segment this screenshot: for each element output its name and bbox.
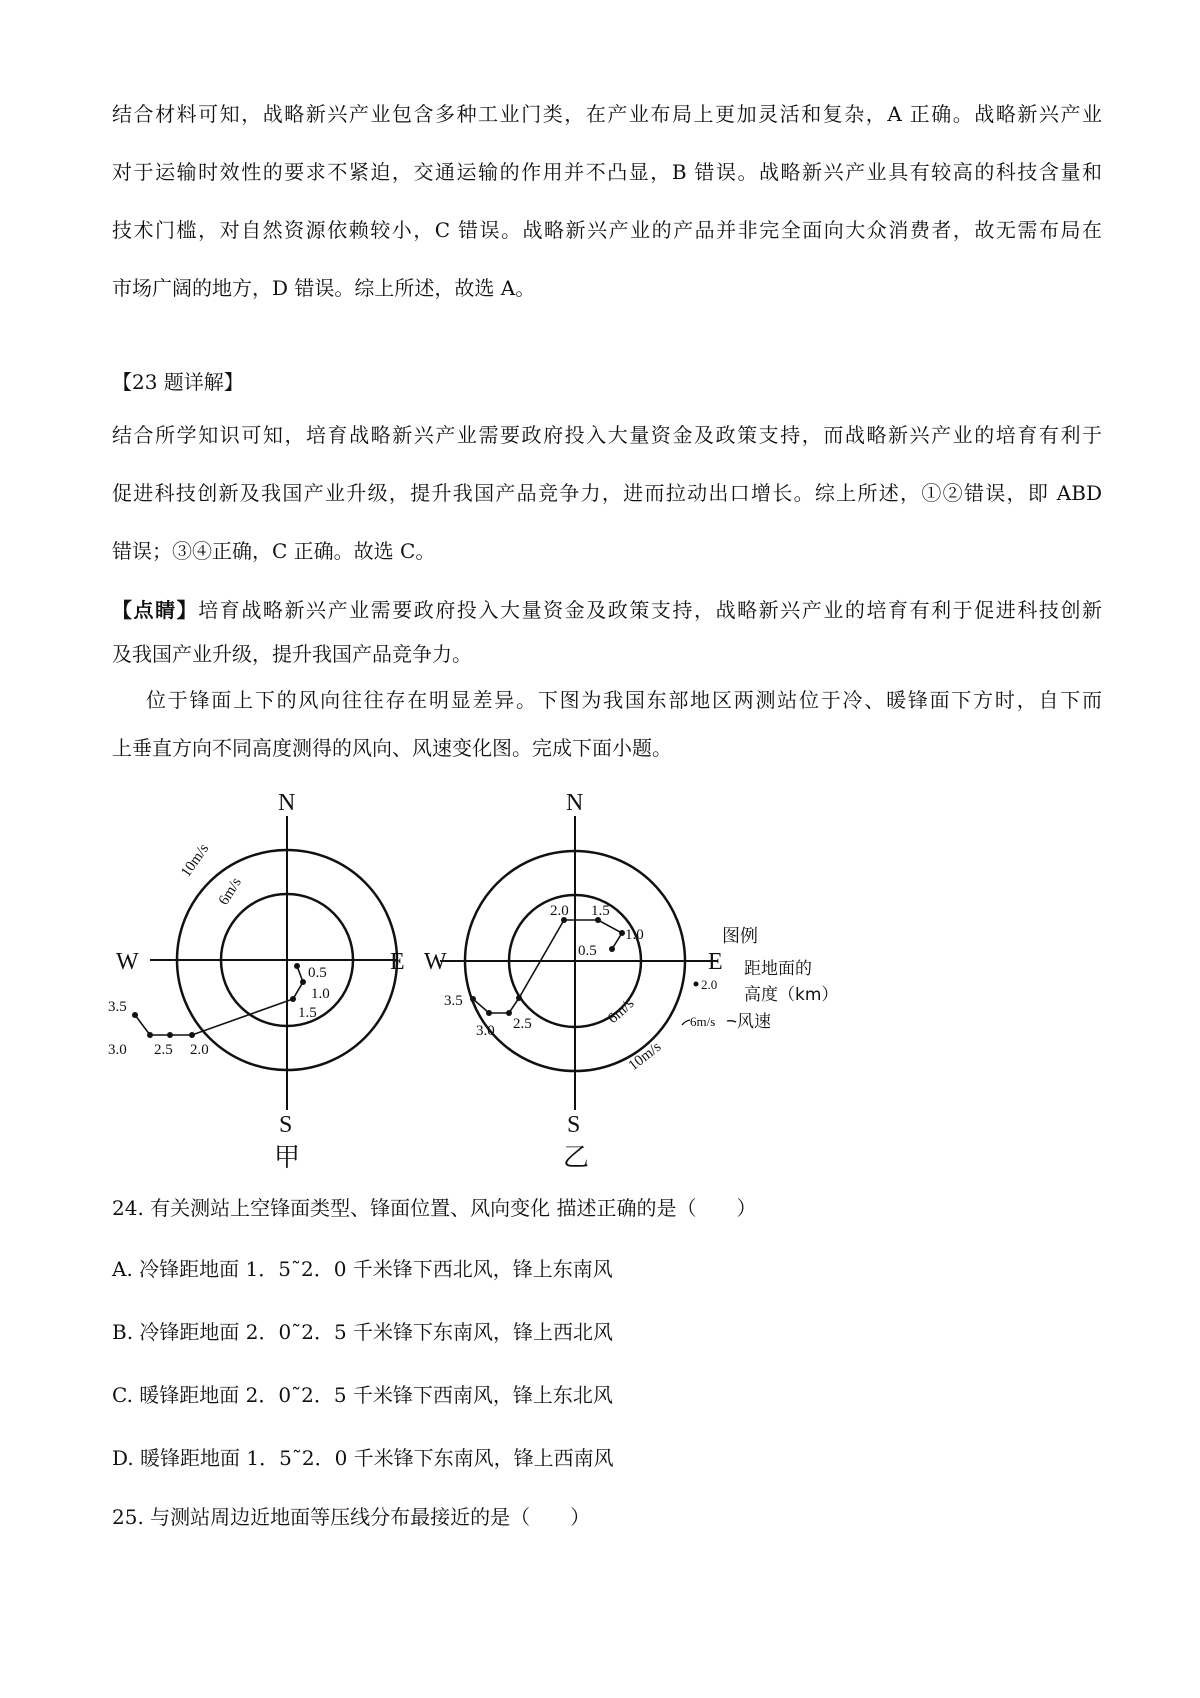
yi-point-2.5 bbox=[516, 995, 522, 1001]
jia-point-3.5 bbox=[132, 1012, 138, 1018]
yi-label-2.5: 2.5 bbox=[513, 1016, 532, 1032]
jia-label-3.0: 3.0 bbox=[108, 1042, 127, 1058]
q24-option-b: B. 冷锋距地面 2．0˜2．5 千米锋下东南风，锋上西北风 bbox=[112, 1320, 614, 1344]
jia-point-2.0 bbox=[189, 1032, 195, 1038]
legend-title: 图例 bbox=[722, 926, 758, 947]
text-line: 及我国产业升级，提升我国产品竞争力。 bbox=[112, 642, 472, 666]
legend-point-sample bbox=[694, 982, 699, 987]
legend-point-desc-1: 距地面的 bbox=[744, 959, 812, 979]
jia-point-1.0 bbox=[300, 979, 306, 985]
legend-ring-sample-arc-end bbox=[727, 1021, 736, 1022]
q24-option-c: C. 暖锋距地面 2．0˜2．5 千米锋下西南风，锋上东北风 bbox=[112, 1383, 613, 1407]
jia-diagram bbox=[135, 816, 398, 1110]
yi-point-3.0 bbox=[506, 1010, 512, 1016]
legend-ring-sample-label: 6m/s bbox=[690, 1014, 716, 1029]
yi-outer-ring-label: 10m/s bbox=[625, 1038, 665, 1075]
legend-ring-desc: 风速 bbox=[737, 1012, 771, 1032]
jia-inner-ring-label: 6m/s bbox=[215, 874, 245, 909]
yi-point-3.5 bbox=[486, 1010, 492, 1016]
q25-stem: 25. 与测站周边近地面等压线分布最接近的是（ ） bbox=[112, 1505, 591, 1529]
yi-label-2.0: 2.0 bbox=[550, 903, 569, 919]
yi-inner-ring-label: 6m/s bbox=[604, 995, 638, 1027]
section-heading: 【23 题详解】 bbox=[112, 370, 244, 394]
jia-e-label: E bbox=[390, 949, 405, 975]
text-line: 结合所学知识可知，培育战略新兴产业需要政府投入大量资金及政策支持，而战略新兴产业的培育有利于 bbox=[112, 423, 1102, 447]
yi-label-1.0: 1.0 bbox=[625, 927, 644, 943]
text-line: 结合材料可知，战略新兴产业包含多种工业门类，在产业布局上更加灵活和复杂，A 正确。战略新兴产业 bbox=[112, 102, 1102, 126]
dianjing-line bbox=[112, 598, 1102, 622]
yi-label-0.5: 0.5 bbox=[578, 943, 597, 959]
dianjing-text: 培育战略新兴产业需要政府投入大量资金及政策支持，战略新兴产业的培育有利于促进科技创新 bbox=[198, 598, 1103, 622]
jia-point-labels bbox=[108, 965, 330, 1058]
text-line: 市场广阔的地方，D 错误。综上所述，故选 A。 bbox=[112, 276, 536, 300]
legend-point-desc-2: 高度（km） bbox=[744, 985, 839, 1005]
yi-caption: 乙 bbox=[563, 1143, 590, 1173]
dianjing-label: 【点睛】 bbox=[112, 598, 199, 622]
yi-label-3.0: 3.0 bbox=[476, 1023, 495, 1039]
jia-point-1.5 bbox=[290, 996, 296, 1002]
text-line: 促进科技创新及我国产业升级，提升我国产品竞争力，进而拉动出口增长。综上所述，①②错误，即 ABD bbox=[112, 481, 1102, 505]
jia-label-3.5: 3.5 bbox=[108, 999, 127, 1015]
legend-point-sample-label: 2.0 bbox=[701, 977, 718, 992]
jia-point-2.5 bbox=[167, 1032, 173, 1038]
jia-point-3.0 bbox=[147, 1032, 153, 1038]
yi-points bbox=[470, 917, 625, 1016]
wind-diagram-svg bbox=[108, 778, 908, 1178]
text-line: 上垂直方向不同高度测得的风向、风速变化图。完成下面小题。 bbox=[112, 736, 672, 760]
q24-stem: 24. 有关测站上空锋面类型、锋面位置、风向变化 描述正确的是（ ） bbox=[112, 1196, 757, 1220]
jia-direction-labels bbox=[116, 790, 405, 1138]
yi-e-label: E bbox=[708, 949, 723, 975]
yi-s-label: S bbox=[567, 1112, 581, 1138]
diagram-captions bbox=[274, 1143, 589, 1173]
jia-label-1.0: 1.0 bbox=[311, 986, 330, 1002]
legend-ring-sample-arc bbox=[682, 1020, 690, 1025]
q24-option-a: A. 冷锋距地面 1．5˜2．0 千米锋下西北风，锋上东南风 bbox=[112, 1257, 613, 1281]
jia-label-0.5: 0.5 bbox=[308, 965, 327, 981]
jia-outer-ring-label: 10m/s bbox=[178, 841, 213, 881]
jia-label-2.0: 2.0 bbox=[190, 1042, 209, 1058]
text-line: 位于锋面上下的风向往往存在明显差异。下图为我国东部地区两测站位于冷、暖锋面下方时，自下而 bbox=[146, 688, 1102, 712]
yi-hodograph-line bbox=[473, 920, 622, 1013]
wind-figure bbox=[108, 778, 908, 1178]
yi-w-label: W bbox=[424, 949, 447, 975]
jia-point-0.5 bbox=[294, 963, 300, 969]
jia-label-2.5: 2.5 bbox=[154, 1042, 173, 1058]
jia-label-1.5: 1.5 bbox=[298, 1005, 317, 1021]
yi-point-0.5 bbox=[609, 946, 615, 952]
legend bbox=[682, 926, 838, 1032]
yi-label-3.5: 3.5 bbox=[444, 993, 463, 1009]
jia-s-label: S bbox=[279, 1112, 293, 1138]
yi-point-3.5-start bbox=[470, 996, 476, 1002]
text-line: 技术门槛，对自然资源依赖较小，C 错误。战略新兴产业的产品并非完全面向大众消费者，故无需布局在 bbox=[112, 218, 1102, 242]
text-line: 错误；③④正确，C 正确。故选 C。 bbox=[112, 539, 436, 563]
yi-diagram bbox=[440, 816, 718, 1110]
q24-option-d: D. 暖锋距地面 1．5˜2．0 千米锋下东南风，锋上西南风 bbox=[112, 1446, 614, 1470]
yi-n-label: N bbox=[566, 790, 584, 816]
yi-label-1.5: 1.5 bbox=[591, 903, 610, 919]
jia-w-label: W bbox=[116, 949, 139, 975]
text-line: 对于运输时效性的要求不紧迫，交通运输的作用并不凸显，B 错误。战略新兴产业具有较高的科技含量和 bbox=[112, 160, 1102, 184]
yi-direction-labels bbox=[424, 790, 723, 1138]
jia-n-label: N bbox=[278, 790, 296, 816]
jia-caption: 甲 bbox=[274, 1143, 301, 1173]
